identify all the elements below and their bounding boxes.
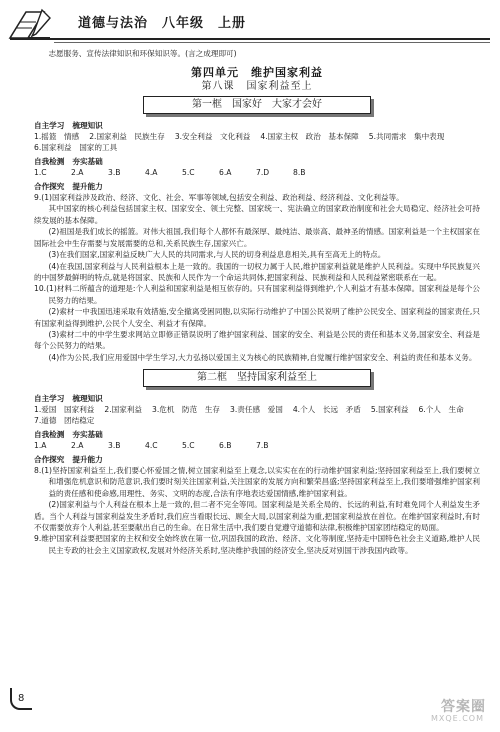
answer-item: 6.B: [219, 441, 232, 451]
study-item: 2.国家利益 民族生存: [89, 132, 165, 142]
lesson-title: [34, 81, 480, 92]
answer-paragraph: (4)作为公民,我们应用爱国中学生学习,大力弘扬以爱国主义为核心的民族精神,自觉履行维护国家安全、利益的责任和基本义务。: [48, 352, 477, 362]
answer-paragraph: (2)国家利益与个人利益在根本上是一致的,但二者不完全等同。国家利益是关系全局的、长远的利益,有时难免同个人利益发生矛盾。当个人利益与国家利益发生矛盾时,我们应当看眼长远、顾全大局,以国家利益为重,把国家利益放在首位。在维护国家利益时,有时不仅需要放弃个人利益,甚至要献出自己的生命。在日常生活中,我们要自觉遵守道德和法律,积极维护国家团结稳定的局面。: [34, 500, 480, 533]
answer-item: 1.C: [34, 168, 47, 178]
study-item: 5.国家利益: [370, 404, 409, 414]
answer-item: 4.A: [145, 168, 158, 178]
answer-paragraph: (3)索材二中的中学生要求网站立即修正错误说明了维护国家利益、国家的安全、利益是公民的责任和基本义务,国家安全、利益是每个公民努力的结果。: [34, 329, 480, 351]
watermark-url: MXQE.COM: [430, 714, 484, 723]
frame1-self-study-list: [34, 131, 480, 154]
content: [34, 48, 480, 556]
study-item: 1.爱国 国家利益: [34, 404, 95, 414]
header-rule-thin: [54, 42, 490, 43]
study-item: 2.国家利益: [104, 404, 143, 414]
header-rule: [10, 38, 490, 40]
answer-paragraph: 8.(1)坚持国家利益至上,我们要心怀爱国之情,树立国家利益至上观念,以实实在在的行动维护国家利益;坚持国家利益至上,我们要树立和增强危机意识和防范意识,我们要时刻关注国家利益,关注国家的发展方向和繁荣昌盛;坚持国家利益至上,我们要增强维护国家利益的责任感和使命感,用理性、务实、文明的态度,合法有序地表达爱国情感,维护国家利益。: [34, 466, 480, 498]
frame1-answers: [34, 167, 480, 178]
study-item: 7.道德 团结稳定: [34, 416, 95, 426]
unit-number: 第四单元: [191, 66, 239, 80]
answer-item: 2.A: [71, 168, 84, 178]
book-pen-logo-icon: [6, 8, 54, 42]
answer-item: 3.B: [108, 168, 121, 178]
frame1-self-check-heading: 自我检测 夯实基础: [34, 156, 103, 166]
unit-title: [34, 67, 480, 78]
page-number: 8: [10, 688, 32, 710]
answer-item: 4.C: [145, 441, 158, 451]
study-item: 3.责任感 爱国: [230, 404, 283, 414]
answer-paragraph: (3)在我们国家,国家利益反映广大人民的共同需求,与人民的切身利益息息相关,具有至高无上的特点。: [48, 250, 386, 260]
frame2-self-study-list: [34, 404, 480, 427]
frame2-explore: [34, 465, 480, 556]
intro-line: 志愿服务、宣传法律知识和环保知识等。(言之成理即可): [48, 49, 237, 58]
lesson-name: 国家利益至上: [246, 80, 313, 92]
answer-paragraph: 10.(1)材料二所蕴含的道理是:个人利益和国家利益是相互依存的。只有国家利益得到维护,个人利益才有基本保障。国家利益是每个公民努力的结果。: [34, 284, 480, 305]
study-item: 1.摇篮 情感: [34, 132, 80, 142]
study-item: 3.安全利益 文化利益: [174, 132, 251, 142]
answer-paragraph: 9.维护国家利益要把国家的主权和安全始终放在第一位,巩固我国的政治、经济、文化等制度,坚持走中国特色社会主义道路,维护人民民主专政的社会主义国家政权,发展对外经济关系时,坚决维护我国的经济安全,坚决反对别国干涉我国内政等。: [34, 534, 480, 555]
answer-paragraph: 9.(1)国家利益涉及政治、经济、文化、社会、军事等领域,包括安全利益、政治利益、经济利益、文化利益等。: [34, 193, 404, 203]
answer-item: 3.B: [108, 441, 121, 451]
watermark-logo: 答案圈: [441, 699, 486, 715]
study-item: 4.个人 长远 矛盾: [292, 404, 361, 414]
lesson-number: 第八课: [201, 80, 235, 92]
answer-item: 5.C: [182, 168, 195, 178]
answer-paragraph: (2)祖国是我们成长的摇篮。对伟大祖国,我们每个人都怀有最深厚、最纯洁、最崇高、最神圣的情感。国家利益是一个主权国家在国际社会中生存需要与发展需要的总和,关系民族生存,国家兴亡。: [34, 227, 480, 248]
header-title: 道德与法治 八年级 上册: [78, 16, 247, 31]
answer-paragraph: (4)在我国,国家利益与人民利益根本上是一致的。我国的一切权力属于人民,维护国家利益就是维护人民利益。实现中华民族复兴的中国梦最鲜明的特点,就是将国家、民族和人民作为一个命运共同体,把国家利益、民族利益和人民利益紧密联系在一起。: [34, 261, 480, 282]
answer-item: 2.A: [71, 441, 84, 451]
answer-item: 1.A: [34, 441, 47, 451]
study-item: 4.国家主权 政治 基本保障: [260, 132, 359, 142]
answer-item: 7.B: [256, 441, 269, 451]
study-item: 5.共同需求 集中表现: [368, 132, 445, 142]
frame2-self-study-heading: 自主学习 梳理知识: [34, 393, 103, 403]
frame1-title: 第一框 国家好 大家才会好: [143, 96, 371, 113]
frame1-explore: [34, 192, 480, 363]
answer-paragraph: (2)索材一中我国迅速采取有效措施,安全撤离受困同胞,以实际行动维护了中国公民说明了维护公民安全、国家利益的国家责任,只有国家利益得到维护,公民个人安全、利益才有保障。: [34, 307, 480, 328]
study-item: 6.个人 生命: [418, 404, 464, 414]
answer-item: 8.B: [293, 168, 306, 178]
frame2-answers: [34, 440, 480, 451]
study-item: 3.危机 防范 生存: [152, 404, 221, 414]
study-item: 6.国家利益 国家的工具: [34, 143, 118, 153]
frame2-title: 第二框 坚持国家利益至上: [143, 369, 371, 386]
answer-item: 6.A: [219, 168, 232, 178]
answer-item: 5.C: [182, 441, 195, 451]
unit-name: 维护国家利益: [251, 66, 323, 80]
frame2-self-check-heading: 自我检测 夯实基础: [34, 429, 103, 439]
frame2-explore-heading: 合作探究 提升能力: [34, 454, 103, 464]
answer-item: 7.D: [256, 168, 270, 178]
frame1-explore-heading: 合作探究 提升能力: [34, 181, 103, 191]
answer-paragraph: 其中国家的核心利益包括国家主权、国家安全、领土完整、国家统一、宪法确立的国家政治制度和社会大局稳定、经济社会可持续发展的基本保障。: [34, 204, 480, 225]
frame1-self-study-heading: 自主学习 梳理知识: [34, 120, 103, 130]
